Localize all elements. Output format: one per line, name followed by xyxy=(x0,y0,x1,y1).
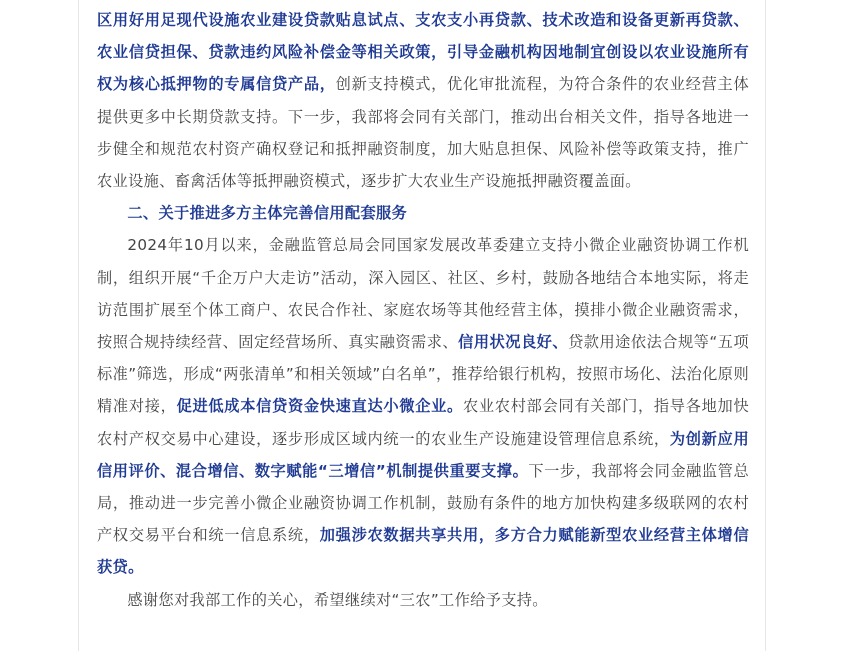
closing-paragraph: 感谢您对我部工作的关心，希望继续对“三农”工作给予支持。 xyxy=(127,590,548,609)
body-text: 创新支持模式，优化审批流程，为符合条件的农业经营主体提供更多中长期贷款支持。下一步，我部将会同有关部门，推动出台相关文件，指导各地进一步健全和规范农村资产确权登记和抵押融资制度，加大贴息担保、风险补偿等政策支持，推广农业设施、畜禽活体等抵押融资模式，逐步扩大农业生产设施抵押融资覆盖面。 xyxy=(97,75,749,191)
paragraph-credit-services xyxy=(97,229,749,583)
emphasis-text: 区用好用足现代设施农业建设贷款贴息试点、支农支小再贷款、技术改造和设备更新再贷款、农业信贷担保、贷款违约风险补偿金等相关政策，引导金融机构因地制宜创设以农业设施所有权为核心抵押物的专属信贷产品， xyxy=(97,11,749,94)
article-body xyxy=(97,4,749,616)
article-column xyxy=(78,0,766,651)
body-text: 2024年10月以来，金融监管总局会同国家发展改革委建立支持小微企业融资协调工作机制，组织开展“千企万户大走访”活动，深入园区、社区、乡村，鼓励各地结合本地实际，将走访范围扩展至个体工商户、农民合作社、家庭农场等其他经营主体，摸排小微企业融资需求，按照合规持续经营、固定经营场所、真实融资需求、 xyxy=(97,236,749,352)
body-text: 贷款用途依法合规等“五项标准”筛选，形成“两张清单”和相关领域”白名单”，推荐给银行机构，按照市场化、法治化原则精准对接， xyxy=(97,333,749,416)
body-text: 下一步，我部将会同金融监管总局，推动进一步完善小微企业融资协调工作机制，鼓励有条件的地方加快构建多级联网的农村产权交易平台和统一信息系统， xyxy=(97,461,750,545)
paragraph-policy-support xyxy=(97,4,749,197)
body-text: 农业农村部会同有关部门，指导各地加快农村产权交易中心建设，逐步形成区域内统一的农业生产设施建设管理信息系统， xyxy=(97,397,749,448)
section-heading-credit-services: 二、关于推进多方主体完善信用配套服务 xyxy=(127,204,408,223)
emphasis-text: 加强涉农数据共享共用，多方合力赋能新型农业经营主体增信获贷。 xyxy=(97,526,749,577)
emphasis-text: 促进低成本信贷资金快速直达小微企业。 xyxy=(176,397,463,416)
emphasis-text: 为创新应用信用评价、混合增信、数字赋能“三增信”机制提供重要支撑。 xyxy=(97,429,749,480)
emphasis-text: 信用状况良好、 xyxy=(458,333,569,352)
